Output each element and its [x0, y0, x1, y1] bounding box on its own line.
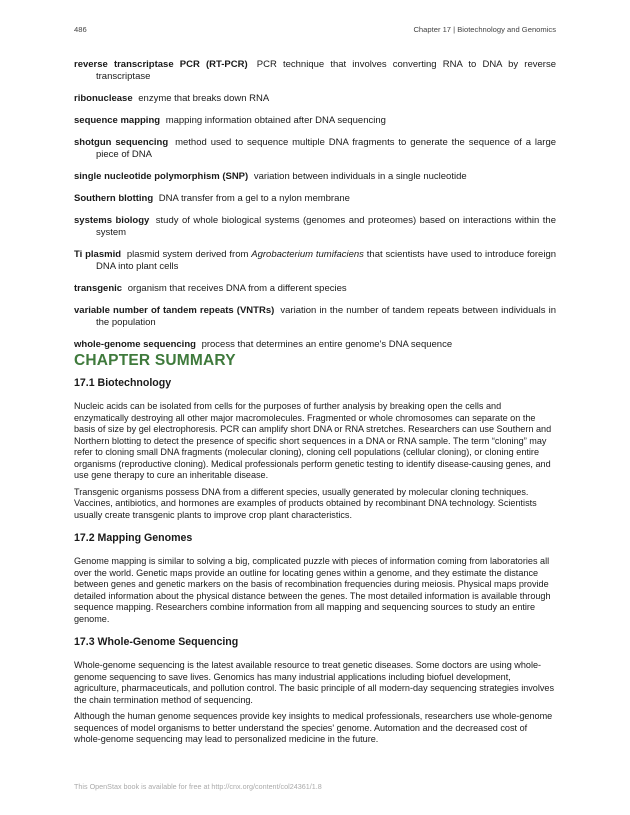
section-paragraph: Nucleic acids can be isolated from cells for the purposes of further analysis by breaking open the cells and enzymatically destroying all other major macromolecules. Fragmented or whole chromosomes can separate on the basis of size by gel electrophoresis. PCR can amplify short DNA or RNA stretches. Researchers can use Southern and Northern blotting to detect the presence of specific short sequences in a DNA or RNA sample. The term “cloning” may refer to cloning small DNA fragments (molecular cloning), cloning cell populations (cellular cloning), or cloning entire organisms (reproductive cloning). Medical professionals perform genetic testing to identify disease-causing genes, and use gene therapy to cure an inheritable disease. — [74, 401, 552, 480]
glossary-definition: plasmid system derived from — [126, 249, 249, 261]
glossary-entry — [74, 193, 556, 205]
running-header — [74, 25, 556, 34]
summary-section — [74, 532, 556, 625]
glossary-definition: variation in the number of tandem repeats between individuals in the population — [96, 305, 556, 328]
glossary-term: systems biology — [74, 215, 150, 227]
glossary-term: Southern blotting — [74, 193, 154, 205]
section-paragraph: Genome mapping is similar to solving a big, complicated puzzle with pieces of information coming from laboratories all over the world. Genetic maps provide an outline for locating genes within a genome, and they estimate the distance between genes and genetic markers on the basis of recombination frequencies during meiosis. Physical maps provide detailed information about the physical distance between the genes. The most detailed information is available through sequence mapping. Researchers combine information from all mapping and sequencing sources to study an entire genome. — [74, 556, 551, 624]
section-paragraph: Although the human genome sequences provide key insights to medical professionals, researchers use whole-genome sequences of model organisms to better understand the species' genome. Automation and the decreased cost of whole-genome sequencing may lead to personalized medicine in the future. — [74, 711, 553, 744]
chapter-title: Chapter 17 | Biotechnology and Genomics — [413, 25, 556, 34]
glossary-entry — [74, 59, 556, 83]
glossary-entry — [74, 137, 556, 161]
glossary-definition: method used to sequence multiple DNA fragments to generate the sequence of a large piece of DNA — [96, 137, 557, 160]
glossary-definition: process that determines an entire genome's DNA sequence — [201, 338, 453, 350]
glossary-entry — [74, 249, 556, 273]
glossary-definition: enzyme that breaks down RNA — [138, 92, 270, 104]
summary-section — [74, 377, 556, 521]
section-paragraph: Whole-genome sequencing is the latest available resource to treat genetic diseases. Some doctors are using whole-genome sequencing to save lives. Genomics has many industrial applications including biofuel development, agriculture, pharmaceuticals, and pollution control. The basic principle of all modern-day sequencing strategies involves the chain termination method of sequencing. — [74, 660, 555, 705]
glossary-definition: PCR technique that involves converting RNA to DNA by reverse transcriptase — [96, 59, 556, 82]
glossary-definition: variation between individuals in a single nucleotide — [253, 170, 467, 182]
glossary-entry — [74, 283, 556, 295]
glossary-definition: DNA transfer from a gel to a nylon membrane — [158, 193, 350, 205]
glossary-term: sequence mapping — [74, 114, 161, 126]
section-title: 17.3 Whole-Genome Sequencing — [74, 636, 239, 648]
glossary-term: shotgun sequencing — [74, 137, 169, 149]
page-footer: This OpenStax book is available for free at http://cnx.org/content/col24361/1.8 — [74, 782, 322, 791]
chapter-summary-heading: CHAPTER SUMMARY — [74, 352, 236, 369]
glossary-term: single nucleotide polymorphism (SNP) — [74, 170, 249, 182]
glossary-entry — [74, 215, 556, 239]
glossary-list — [74, 59, 556, 361]
glossary-species-name: Agrobacterium tumifaciens — [251, 249, 364, 261]
glossary-definition: study of whole biological systems (genomes and proteomes) based on interactions within the system — [96, 215, 556, 238]
glossary-definition: mapping information obtained after DNA sequencing — [165, 114, 386, 126]
section-title: 17.2 Mapping Genomes — [74, 532, 193, 544]
glossary-term: reverse transcriptase PCR (RT-PCR) — [74, 59, 248, 70]
glossary-definition: organism that receives DNA from a different species — [127, 282, 347, 294]
glossary-term: whole-genome sequencing — [74, 338, 196, 350]
glossary-entry — [74, 305, 556, 329]
page-number: 486 — [74, 25, 87, 34]
glossary-entry — [74, 93, 556, 105]
glossary-entry — [74, 339, 556, 351]
glossary-term: variable number of tandem repeats (VNTRs) — [74, 305, 275, 317]
section-paragraph: Transgenic organisms possess DNA from a different species, usually generated by molecular cloning techniques. Vaccines, antibiotics, and hormones are examples of products obtained by recombinant DNA technology. Scientists usually create transgenic plants to improve crop plant characteristics. — [74, 486, 537, 520]
glossary-term: transgenic — [74, 282, 123, 294]
glossary-definition: that scientists have used to introduce foreign DNA into plant cells — [96, 249, 557, 272]
section-title: 17.1 Biotechnology — [74, 377, 172, 389]
glossary-entry — [74, 115, 556, 127]
chapter-summary — [74, 352, 556, 757]
glossary-entry — [74, 171, 556, 183]
glossary-term: Ti plasmid — [74, 249, 122, 261]
summary-section — [74, 636, 556, 746]
glossary-term: ribonuclease — [74, 92, 133, 104]
